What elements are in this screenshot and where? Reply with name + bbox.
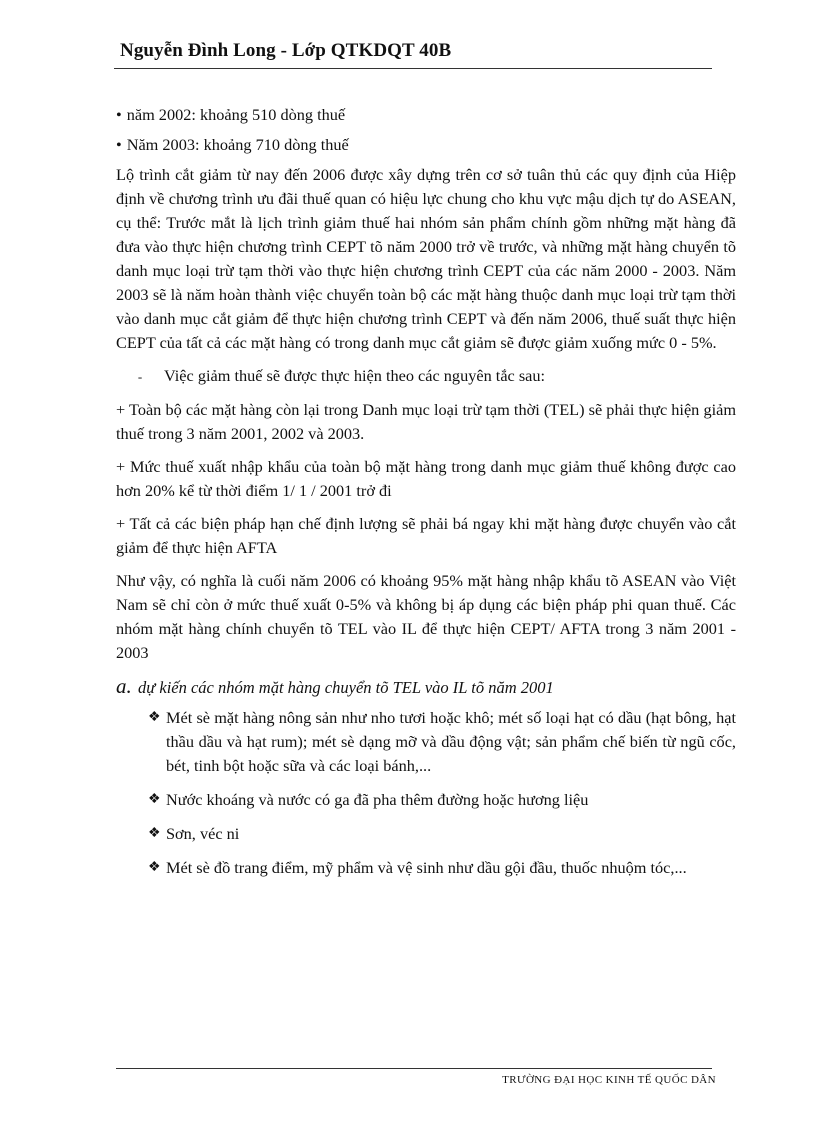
list-item: [148, 706, 736, 778]
list-item: [148, 856, 736, 880]
dash-marker: -: [137, 369, 143, 384]
bullet-item-2002: • năm 2002: khoảng 510 dòng thuế: [116, 103, 736, 127]
page-content: [116, 103, 736, 890]
list-item: [148, 788, 736, 812]
list-item-text: Mét sè đồ trang điểm, mỹ phẩm và vệ sinh như dầu gội đầu, thuốc nhuộm tóc,...: [166, 858, 687, 877]
list-item-text: Mét sè mặt hàng nông sản như nho tươi hoặc khô; mét số loại hạt có dầu (hạt bông, hạt thầu dầu và hạt rum); mét sè dạng mỡ và dầu động vật; sản phẩm chế biến từ ngũ cốc, bét, tinh bột hoặc sữa và các loại bánh,...: [166, 708, 736, 775]
rule-item: + Mức thuế xuất nhập khẩu của toàn bộ mặt hàng trong danh mục giảm thuế không được cao hơn 20% kể từ thời điểm 1/ 1 / 2001 trở đi: [116, 457, 736, 500]
principles-intro-text: Việc giảm thuế sẽ được thực hiện theo các nguyên tắc sau:: [164, 366, 546, 385]
rule-item: + Tất cả các biện pháp hạn chế định lượng sẽ phải bá ngay khi mặt hàng được chuyển vào cắt giảm để thực hiện AFTA: [116, 514, 736, 557]
list-item: [148, 822, 736, 846]
sub-heading-letter: a.: [116, 674, 132, 698]
header-title: Nguyễn Đình Long - Lớp QTKDQT 40B: [120, 40, 452, 61]
principles-intro: [116, 364, 736, 389]
diamond-cross-icon: ❖: [148, 710, 161, 725]
list-item-text: Sơn, véc ni: [166, 824, 240, 843]
rule-item: + Toàn bộ các mặt hàng còn lại trong Danh mục loại trừ tạm thời (TEL) sẽ phải thực hiện giảm thuế trong 3 năm 2001, 2002 và 2003.: [116, 400, 736, 443]
bullet-item-2003: • Năm 2003: khoảng 710 dòng thuế: [116, 133, 736, 157]
footer-divider: [116, 1068, 712, 1069]
diamond-cross-icon: ❖: [148, 792, 161, 807]
diamond-cross-icon: ❖: [148, 826, 161, 841]
footer-text: TRƯỜNG ĐẠI HỌC KINH TẾ QUỐC DÂN: [502, 1074, 716, 1086]
sub-heading-text: dự kiến các nhóm mặt hàng chuyển tõ TEL vào IL tõ năm 2001: [138, 678, 554, 697]
header-divider: [114, 68, 712, 69]
sub-heading: [116, 674, 736, 700]
diamond-cross-icon: ❖: [148, 860, 161, 875]
paragraph-summary: Như vậy, có nghĩa là cuối năm 2006 có khoảng 95% mặt hàng nhập khẩu tõ ASEAN vào Việt Nam sẽ chỉ còn ở mức thuế xuất 0-5% và không bị áp dụng các biện pháp phi quan thuế. Các nhóm mặt hàng chính chuyển tõ TEL vào IL để thực hiện CEPT/ AFTA trong 3 năm 2001 - 2003: [116, 571, 736, 662]
paragraph-roadmap: Lộ trình cắt giảm từ nay đến 2006 được xây dựng trên cơ sở tuân thủ các quy định của Hiệp định về chương trình ưu đãi thuế quan có hiệu lực chung cho khu vực mậu dịch tự do ASEAN, cụ thể: Trước mắt là lịch trình giảm thuế hai nhóm sản phẩm chính gồm những mặt hàng đã đưa vào thực hiện chương trình CEPT tõ năm 2000 trở về trước, và những mặt hàng chuyển tõ danh mục loại trừ tạm thời vào thực hiện chương trình CEPT của các năm 2000 - 2003. Năm 2003 sẽ là năm hoàn thành việc chuyển toàn bộ các mặt hàng thuộc danh mục loại trừ tạm thời vào danh mục cắt giảm để thực hiện chương trình CEPT và đến năm 2006, thuế suất thực hiện CEPT của tất cả các mặt hàng có trong danh mục cắt giảm sẽ được giảm xuống mức 0 - 5%.: [116, 165, 736, 352]
list-item-text: Nước khoáng và nước có ga đã pha thêm đường hoặc hương liệu: [166, 790, 589, 809]
